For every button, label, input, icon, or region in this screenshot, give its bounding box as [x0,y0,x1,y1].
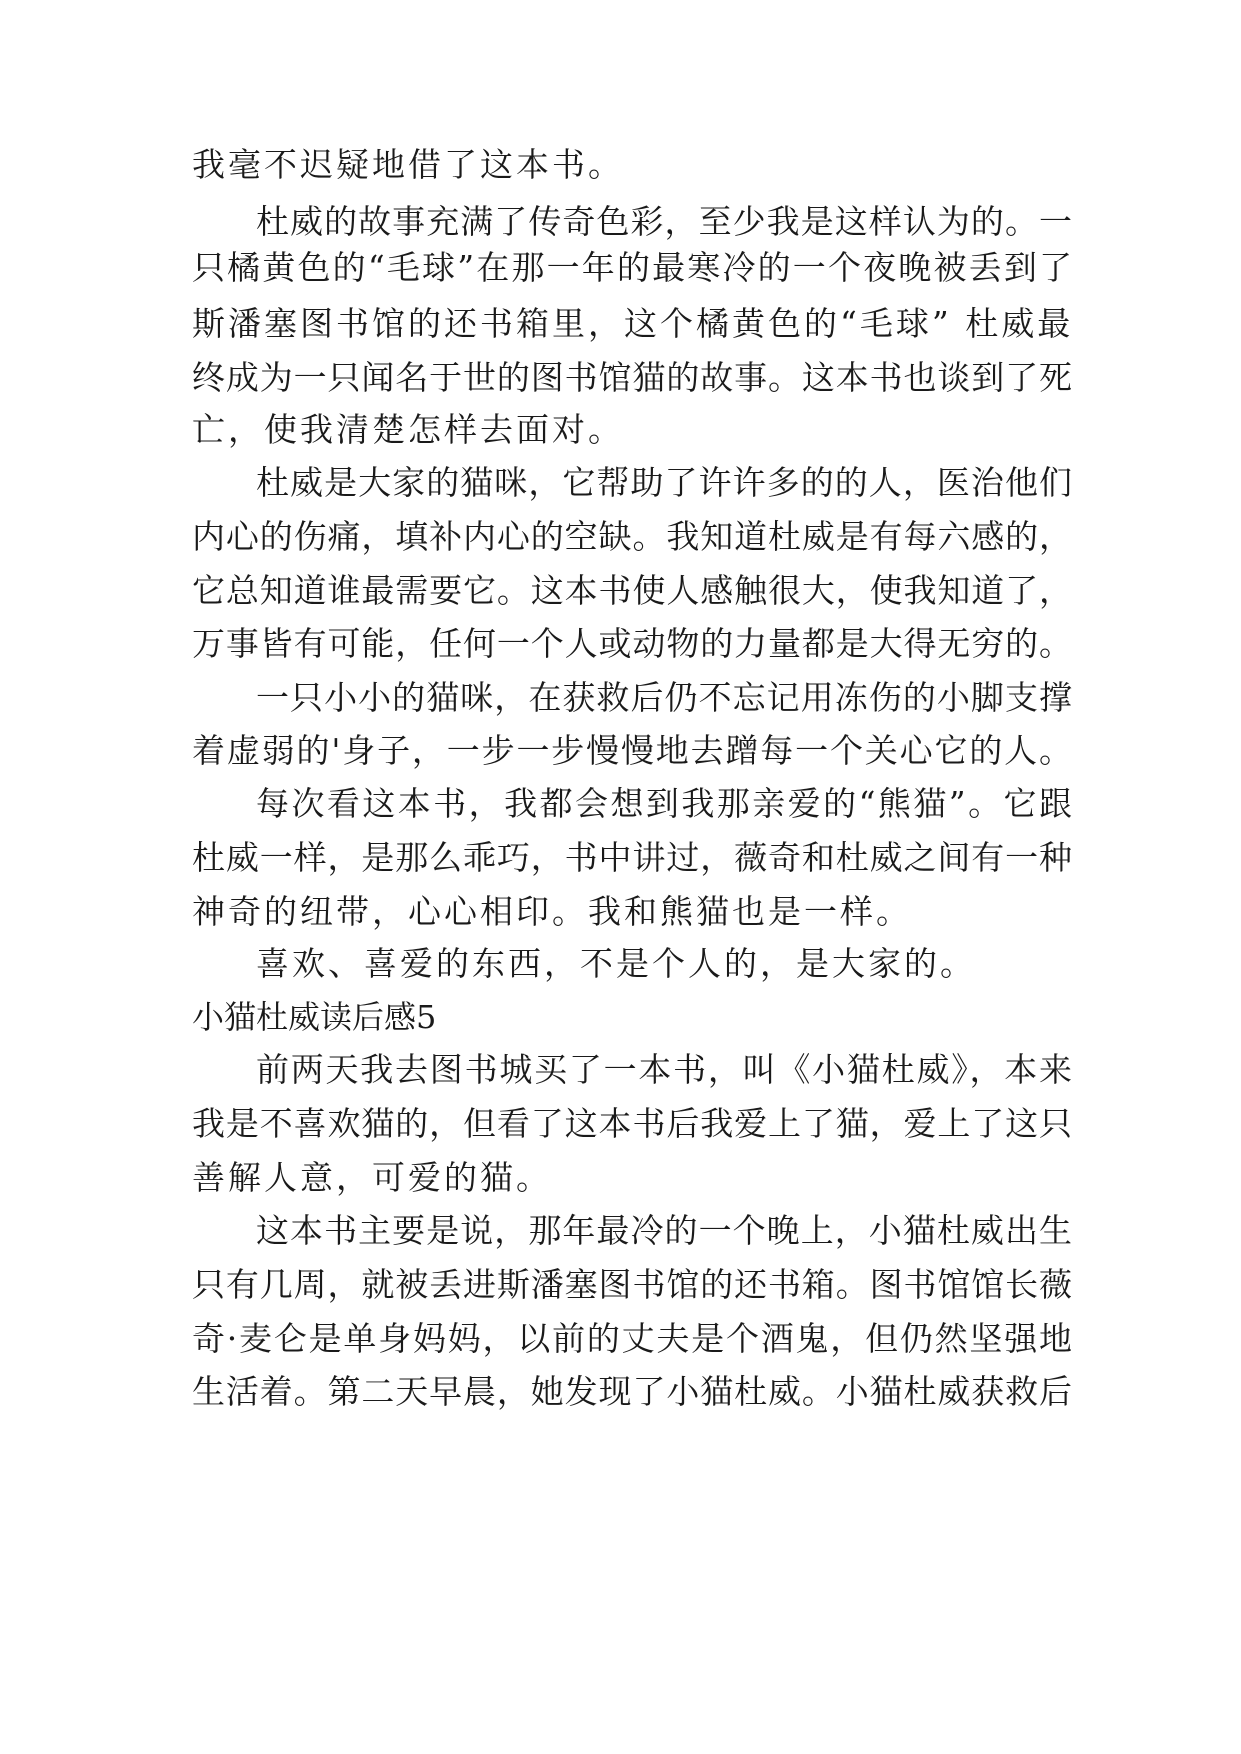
text-line: 我毫不迟疑地借了这本书。 [192,145,624,184]
paragraph-first-line: 杜威的故事充满了传奇色彩，至少我是这样认为的。一 [256,202,1072,241]
text-line: 杜威一样，是那么乖巧，书中讲过，薇奇和杜威之间有一种 [192,838,1072,877]
text-line: 终成为一只闻名于世的图书馆猫的故事。这本书也谈到了死 [192,358,1072,397]
text-line: 着虚弱的'身子，一步一步慢慢地去蹭每一个关心它的人。 [192,731,1072,770]
text-line: 只橘黄色的“毛球”在那一年的最寒冷的一个夜晚被丢到了 [192,248,1072,287]
paragraph-first-line: 杜威是大家的猫咪，它帮助了许许多的的人，医治他们 [256,463,1072,502]
paragraph-first-line: 喜欢、喜爱的东西，不是个人的，是大家的。 [256,944,976,983]
text-line: 奇·麦仑是单身妈妈，以前的丈夫是个酒鬼，但仍然坚强地 [192,1319,1072,1358]
section-heading: 小猫杜威读后感5 [192,998,437,1036]
paragraph-first-line: 一只小小的猫咪，在获救后仍不忘记用冻伤的小脚支撑 [256,678,1072,717]
text-line: 神奇的纽带，心心相印。我和熊猫也是一样。 [192,892,912,931]
text-line: 生活着。第二天早晨，她发现了小猫杜威。小猫杜威获救后 [192,1372,1072,1411]
text-line: 内心的伤痛，填补内心的空缺。我知道杜威是有每六感的， [192,517,1072,556]
text-line: 斯潘塞图书馆的还书箱里，这个橘黄色的“毛球” 杜威最 [192,304,1074,343]
text-line: 万事皆有可能，任何一个人或动物的力量都是大得无穷的。 [192,624,1072,663]
paragraph-first-line: 前两天我去图书城买了一本书，叫《小猫杜威》，本来 [256,1050,1072,1089]
text-line: 我是不喜欢猫的，但看了这本书后我爱上了猫，爱上了这只 [192,1104,1072,1143]
text-line: 只有几周，就被丢进斯潘塞图书馆的还书箱。图书馆馆长薇 [192,1265,1072,1304]
text-line: 善解人意，可爱的猫。 [192,1158,552,1197]
paragraph-first-line: 每次看这本书，我都会想到我那亲爱的“熊猫”。它跟 [256,784,1072,823]
paragraph-first-line: 这本书主要是说，那年最冷的一个晚上，小猫杜威出生 [256,1211,1072,1250]
text-line: 亡，使我清楚怎样去面对。 [192,410,624,449]
text-line: 它总知道谁最需要它。这本书使人感触很大，使我知道了， [192,571,1072,610]
